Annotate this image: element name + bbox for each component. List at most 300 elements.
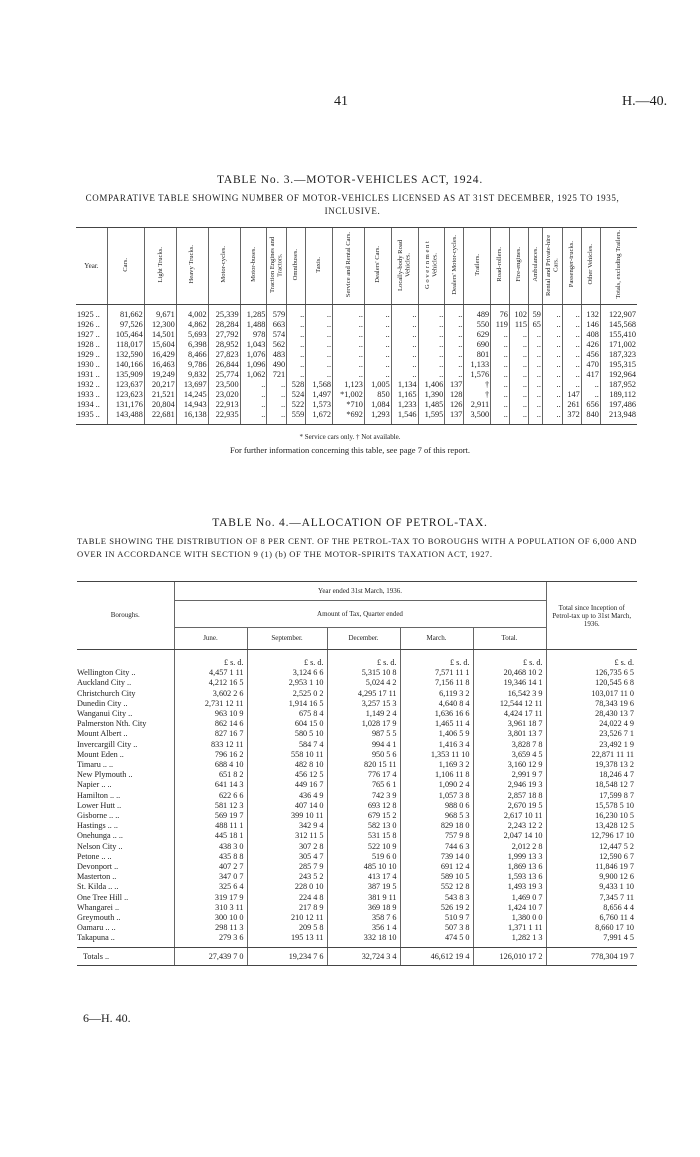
amount-cell: 78,343 19 6: [546, 699, 637, 709]
table-cell: ..: [333, 360, 365, 370]
table3-info-note: For further information concerning this table, see page 7 of this report.: [229, 445, 471, 455]
amount-cell: 776 17 4: [327, 770, 400, 780]
amount-cell: 5,315 10 8: [327, 668, 400, 678]
table-row: [77, 801, 637, 811]
amount-cell: 1,057 3 8: [400, 791, 473, 801]
table-cell: ..: [528, 360, 542, 370]
table-cell: ..: [528, 410, 542, 425]
table-cell: 16,138: [176, 410, 208, 425]
table-cell: ..: [491, 340, 510, 350]
amount-cell: 4,457 1 11: [174, 668, 247, 678]
table-cell: ..: [391, 370, 418, 380]
table-row: [76, 400, 637, 410]
table3-header-row: [76, 228, 637, 305]
table-cell: 978: [240, 330, 267, 340]
table-cell: ..: [267, 380, 287, 390]
table-cell: *692: [333, 410, 365, 425]
amount-cell: 103,017 11 0: [546, 689, 637, 699]
table-cell: ..: [509, 410, 528, 425]
amount-cell: 381 9 11: [327, 893, 400, 903]
units-row: [77, 650, 637, 669]
amount-cell: 3,602 2 6: [174, 689, 247, 699]
amount-cell: 32,724 3 4: [327, 947, 400, 965]
table-cell: ..: [528, 390, 542, 400]
table-cell: 9,832: [176, 370, 208, 380]
table-cell: ..: [333, 350, 365, 360]
amount-cell: 12,590 6 7: [546, 852, 637, 862]
table-cell: ..: [391, 350, 418, 360]
table-cell: ..: [240, 380, 267, 390]
amount-cell: 1,353 11 10: [400, 750, 473, 760]
amount-cell: 691 12 4: [400, 862, 473, 872]
table-cell: ..: [306, 370, 333, 380]
table-cell: 187,323: [600, 350, 637, 360]
table-cell: ..: [509, 370, 528, 380]
amount-cell: 651 8 2: [174, 770, 247, 780]
amount-cell: 20,468 10 2: [473, 668, 546, 678]
table-row: [77, 770, 637, 780]
borough-name: Lower Hutt ..: [77, 800, 122, 810]
table-row: [77, 882, 637, 892]
borough-name: Oamaru .. ..: [77, 923, 116, 933]
table-cell: 137: [445, 380, 464, 390]
table-cell: 1925 ..: [77, 310, 100, 319]
table-cell: ..: [542, 305, 562, 321]
amount-cell: 757 9 8: [400, 831, 473, 841]
table-cell: 470: [581, 360, 600, 370]
table-cell: 5,693: [176, 330, 208, 340]
table-cell: 550: [464, 320, 491, 330]
amount-cell: 358 7 6: [327, 913, 400, 923]
table3-column-header: Fire-engines.: [509, 228, 528, 305]
table-cell: ..: [287, 370, 306, 380]
table3-column-header: Omnibuses.: [287, 228, 306, 305]
boroughs-header: Boroughs.: [77, 582, 174, 650]
table-cell: 14,245: [176, 390, 208, 400]
table-row: [77, 678, 637, 688]
amount-cell: 369 18 9: [327, 903, 400, 913]
amount-cell: 22,871 11 11: [546, 750, 637, 760]
borough-name: Auckland City ..: [77, 678, 132, 688]
table-cell: 1,123: [333, 380, 365, 390]
table-cell: ..: [306, 320, 333, 330]
table-cell: 579: [267, 305, 287, 321]
amount-cell: 195 13 11: [247, 933, 327, 947]
amount-cell: 1,106 11 8: [400, 770, 473, 780]
table-cell: 14,501: [144, 330, 176, 340]
table-cell: †: [464, 380, 491, 390]
table-cell: ..: [391, 330, 418, 340]
amount-cell: 2,617 10 11: [473, 811, 546, 821]
borough-name: Mount Albert ..: [77, 729, 128, 739]
table-cell: 524: [287, 390, 306, 400]
amount-cell: 1,028 17 9: [327, 719, 400, 729]
table-cell: 1,005: [364, 380, 391, 390]
table-row: [77, 689, 637, 699]
table-cell: 559: [287, 410, 306, 425]
amount-cell: 15,578 5 10: [546, 801, 637, 811]
table-cell: ..: [542, 350, 562, 360]
amount-cell: 4,640 8 4: [400, 699, 473, 709]
table-cell: 1934 ..: [77, 400, 100, 409]
table-cell: ..: [562, 360, 581, 370]
amount-cell: 23,492 1 9: [546, 740, 637, 750]
amount-cell: 2,012 2 8: [473, 842, 546, 852]
amount-cell: 739 14 0: [400, 852, 473, 862]
amount-cell: 18,548 12 7: [546, 780, 637, 790]
table-cell: ..: [562, 350, 581, 360]
table-cell: ..: [509, 330, 528, 340]
table-row: [77, 760, 637, 770]
table-row: [76, 340, 637, 350]
table-cell: 20,804: [144, 400, 176, 410]
amount-cell: 485 10 10: [327, 862, 400, 872]
borough-name: Wanganui City ..: [77, 709, 133, 719]
table-cell: ..: [267, 410, 287, 425]
table-cell: ..: [391, 305, 418, 321]
table-cell: ..: [562, 320, 581, 330]
table-cell: *1,002: [333, 390, 365, 400]
amount-cell: 827 16 7: [174, 729, 247, 739]
footer-code: 6—H. 40.: [83, 1011, 131, 1025]
amount-cell: 589 10 5: [400, 872, 473, 882]
table3-column-header: Dealers' Cars.: [364, 228, 391, 305]
table-cell: ..: [542, 410, 562, 425]
table-cell: 663: [267, 320, 287, 330]
table-row: [77, 923, 637, 933]
borough-name: Invercargill City ..: [77, 739, 138, 749]
table-cell: 1,568: [306, 380, 333, 390]
amount-cell: 17,599 8 7: [546, 791, 637, 801]
table-cell: 76: [491, 305, 510, 321]
amount-cell: 1,636 16 6: [400, 709, 473, 719]
amount-cell: 569 19 7: [174, 811, 247, 821]
table-cell: ..: [542, 400, 562, 410]
table-cell: 1,546: [391, 410, 418, 425]
table-cell: 22,681: [144, 410, 176, 425]
amount-cell: 820 15 11: [327, 760, 400, 770]
table-cell: 1,595: [418, 410, 445, 425]
quarter-column-header: December.: [327, 628, 400, 650]
amount-cell: 641 14 3: [174, 780, 247, 790]
table-cell: ..: [491, 380, 510, 390]
amount-cell: 7,345 7 11: [546, 893, 637, 903]
table-cell: ..: [581, 390, 600, 400]
table-cell: ..: [364, 350, 391, 360]
table-cell: 27,823: [208, 350, 240, 360]
table-cell: ..: [333, 370, 365, 380]
amount-cell: 742 3 9: [327, 791, 400, 801]
table-cell: 1,165: [391, 390, 418, 400]
table-cell: ..: [306, 350, 333, 360]
table-cell: 690: [464, 340, 491, 350]
table3-column-header: Locally-body Road Vehicles.: [391, 228, 418, 305]
table-cell: 629: [464, 330, 491, 340]
amount-cell: 582 13 0: [327, 821, 400, 831]
table3-column-header: Rental and Private-hire Cars.: [542, 228, 562, 305]
table-cell: 123,637: [107, 380, 144, 390]
table-cell: ..: [364, 305, 391, 321]
amount-cell: 449 16 7: [247, 780, 327, 790]
amount-cell: 3,659 4 5: [473, 750, 546, 760]
table4-title: TABLE No. 4.—ALLOCATION OF PETROL-TAX.: [212, 517, 488, 529]
table-cell: 261: [562, 400, 581, 410]
amount-cell: 1,380 0 0: [473, 913, 546, 923]
table-cell: 1,134: [391, 380, 418, 390]
table-cell: ..: [240, 390, 267, 400]
amount-cell: 1,149 2 4: [327, 709, 400, 719]
amount-cell: 2,946 19 3: [473, 780, 546, 790]
borough-name: Dunedin City ..: [77, 698, 128, 708]
table3-title: TABLE No. 3.—MOTOR-VEHICLES ACT, 1924.: [216, 174, 484, 186]
table-row: [77, 791, 637, 801]
table-cell: ..: [240, 410, 267, 425]
table-cell: ..: [364, 370, 391, 380]
table-cell: 65: [528, 320, 542, 330]
table-row: [77, 811, 637, 821]
table-row: [77, 709, 637, 719]
table-row: [77, 903, 637, 913]
amount-cell: £ s. d.: [174, 650, 247, 669]
table-cell: 426: [581, 340, 600, 350]
table3-column-header: Service and Rental Cars.: [333, 228, 365, 305]
borough-name: Palmerston Nth. City: [77, 719, 147, 729]
amount-cell: 2,953 1 10: [247, 678, 327, 688]
table-cell: 59: [528, 305, 542, 321]
table-cell: ..: [445, 330, 464, 340]
table-cell: ..: [509, 360, 528, 370]
table-cell: 145,568: [600, 320, 637, 330]
borough-name: Devonport ..: [77, 862, 119, 872]
table-cell: 1927 ..: [77, 330, 100, 339]
amount-cell: 474 5 0: [400, 933, 473, 947]
amount-cell: 833 12 11: [174, 740, 247, 750]
table-cell: ..: [418, 350, 445, 360]
table-cell: ..: [509, 400, 528, 410]
amount-cell: 688 4 10: [174, 760, 247, 770]
amount-cell: 552 12 8: [400, 882, 473, 892]
amount-cell: 332 18 10: [327, 933, 400, 947]
amount-cell: 210 12 11: [247, 913, 327, 923]
amount-cell: 224 4 8: [247, 893, 327, 903]
borough-name: Nelson City ..: [77, 841, 123, 851]
amount-cell: 693 12 8: [327, 801, 400, 811]
amount-cell: 413 17 4: [327, 872, 400, 882]
borough-name: Wellington City ..: [77, 668, 136, 678]
table3-column-header: Totals, excluding Trailers.: [600, 228, 637, 305]
table4-subtitle: TABLE SHOWING THE DISTRIBUTION OF 8 PER CENT. OF THE PETROL-TAX TO BOROUGHS WITH A POPULATION OF 6,000 AND OVER IN ACCORDANCE WITH SECTION 9 (1) (b) OF THE MOTOR-SPIRITS TAXATION ACT, 1927.: [77, 536, 637, 559]
amount-cell: 778,304 19 7: [546, 947, 637, 965]
amount-cell: 399 10 11: [247, 811, 327, 821]
table-cell: ..: [418, 360, 445, 370]
table-row: [77, 842, 637, 852]
borough-name: Whangarei ..: [77, 902, 120, 912]
table-cell: ..: [445, 320, 464, 330]
amount-cell: 445 18 1: [174, 831, 247, 841]
table-cell: 1,293: [364, 410, 391, 425]
table-row: [77, 913, 637, 923]
table-cell: 9,786: [176, 360, 208, 370]
table-cell: ..: [542, 360, 562, 370]
table-cell: 1930 ..: [77, 360, 100, 369]
amount-cell: 679 15 2: [327, 811, 400, 821]
table-cell: 562: [267, 340, 287, 350]
table-cell: 132: [581, 305, 600, 321]
amount-cell: 46,612 19 4: [400, 947, 473, 965]
table-cell: 528: [287, 380, 306, 390]
amount-cell: 968 5 3: [400, 811, 473, 821]
amount-cell: 126,735 6 5: [546, 668, 637, 678]
amount-cell: 243 5 2: [247, 872, 327, 882]
table-cell: 135,909: [107, 370, 144, 380]
table-cell: ..: [445, 340, 464, 350]
amount-cell: £ s. d.: [247, 650, 327, 669]
amount-cell: 9,433 1 10: [546, 882, 637, 892]
amount-cell: 11,846 19 7: [546, 862, 637, 872]
amount-cell: 23,526 7 1: [546, 729, 637, 739]
table-cell: ..: [528, 400, 542, 410]
borough-name: St. Kilda .. ..: [77, 882, 119, 892]
table-cell: 1,084: [364, 400, 391, 410]
table-row: [77, 699, 637, 709]
amount-cell: 950 5 6: [327, 750, 400, 760]
table-cell: 721: [267, 370, 287, 380]
amount-cell: 3,257 15 3: [327, 699, 400, 709]
table-cell: ..: [418, 305, 445, 321]
quarter-column-header: Total.: [473, 628, 546, 650]
table-cell: 9,671: [144, 305, 176, 321]
amount-cell: 279 3 6: [174, 933, 247, 947]
table-cell: 146: [581, 320, 600, 330]
table-cell: 1,285: [240, 305, 267, 321]
table-cell: ..: [542, 380, 562, 390]
borough-name: [77, 650, 174, 669]
table3-footnote: * Service cars only. † Not available.: [299, 433, 401, 441]
table-cell: ..: [364, 320, 391, 330]
table-cell: ..: [391, 340, 418, 350]
amount-cell: 305 4 7: [247, 852, 327, 862]
amount-cell: 1,090 2 4: [400, 780, 473, 790]
amount-cell: 209 5 8: [247, 923, 327, 933]
amount-cell: 988 0 6: [400, 801, 473, 811]
table-cell: 16,429: [144, 350, 176, 360]
table-cell: 4,002: [176, 305, 208, 321]
amount-cell: 19,234 7 6: [247, 947, 327, 965]
totals-row: [77, 947, 637, 965]
amount-cell: 2,243 12 2: [473, 821, 546, 831]
table-cell: 1931 ..: [77, 370, 100, 379]
amount-cell: 456 12 5: [247, 770, 327, 780]
table-cell: 1,133: [464, 360, 491, 370]
table-row: [77, 719, 637, 729]
amount-cell: 3,160 12 9: [473, 760, 546, 770]
table-cell: ..: [542, 390, 562, 400]
amount-cell: 675 8 4: [247, 709, 327, 719]
table3-column-header: Passenger-trucks.: [562, 228, 581, 305]
table-row: [77, 862, 637, 872]
amount-cell: 3,828 7 8: [473, 740, 546, 750]
table-cell: 1926 ..: [77, 320, 100, 329]
table-cell: 490: [267, 360, 287, 370]
amount-cell: 13,428 12 5: [546, 821, 637, 831]
amount-cell: 862 14 6: [174, 719, 247, 729]
amount-cell: 347 0 7: [174, 872, 247, 882]
amount-cell: 298 11 3: [174, 923, 247, 933]
table-cell: ..: [562, 340, 581, 350]
table-cell: ..: [542, 330, 562, 340]
table-cell: 23,500: [208, 380, 240, 390]
table-cell: ..: [528, 340, 542, 350]
table-cell: 22,913: [208, 400, 240, 410]
table-row: [77, 893, 637, 903]
table3-column-header: Motor-buses.: [240, 228, 267, 305]
amount-cell: £ s. d.: [546, 650, 637, 669]
table-cell: 1,096: [240, 360, 267, 370]
table-row: [76, 350, 637, 360]
amount-cell: 325 6 4: [174, 882, 247, 892]
amount-cell: 120,545 6 8: [546, 678, 637, 688]
amount-cell: 16,542 3 9: [473, 689, 546, 699]
table-cell: 1,672: [306, 410, 333, 425]
table-cell: 102: [509, 305, 528, 321]
table-cell: 22,935: [208, 410, 240, 425]
table-cell: 456: [581, 350, 600, 360]
amount-cell: 1,469 0 7: [473, 893, 546, 903]
amount-cell: 407 2 7: [174, 862, 247, 872]
table3-column-header: Cars.: [107, 228, 144, 305]
table-cell: 128: [445, 390, 464, 400]
table-row: [77, 831, 637, 841]
table-cell: 1,497: [306, 390, 333, 400]
table-row: [77, 872, 637, 882]
table-cell: ..: [562, 370, 581, 380]
petrol-tax-table: [77, 581, 637, 966]
amount-cell: 1,406 5 9: [400, 729, 473, 739]
amount-cell: 604 15 0: [247, 719, 327, 729]
table-cell: 132,590: [107, 350, 144, 360]
table-cell: 126: [445, 400, 464, 410]
table-row: [77, 740, 637, 750]
table-cell: 656: [581, 400, 600, 410]
table-cell: ..: [306, 330, 333, 340]
amount-cell: 12,447 5 2: [546, 842, 637, 852]
amount-cell: 580 5 10: [247, 729, 327, 739]
amount-cell: 6,760 11 4: [546, 913, 637, 923]
table-cell: 801: [464, 350, 491, 360]
table-cell: ..: [333, 320, 365, 330]
amount-cell: 1,282 1 3: [473, 933, 546, 947]
amount-cell: 1,593 13 6: [473, 872, 546, 882]
table-cell: 137: [445, 410, 464, 425]
borough-name: Masterton ..: [77, 872, 117, 882]
table-cell: 489: [464, 305, 491, 321]
table-cell: 840: [581, 410, 600, 425]
amount-cell: 796 16 2: [174, 750, 247, 760]
amount-cell: 300 10 0: [174, 913, 247, 923]
amount-cell: 963 10 9: [174, 709, 247, 719]
table-cell: 1929 ..: [77, 350, 100, 359]
amount-cell: 581 12 3: [174, 801, 247, 811]
table-cell: ..: [491, 390, 510, 400]
table-cell: 6,398: [176, 340, 208, 350]
amount-cell: 1,465 11 4: [400, 719, 473, 729]
table3-column-header: Road-rollers.: [491, 228, 510, 305]
amount-cell: 4,424 17 11: [473, 709, 546, 719]
table-cell: 195,315: [600, 360, 637, 370]
table-cell: ..: [491, 370, 510, 380]
amount-cell: 12,544 12 11: [473, 699, 546, 709]
table-row: [77, 668, 637, 678]
